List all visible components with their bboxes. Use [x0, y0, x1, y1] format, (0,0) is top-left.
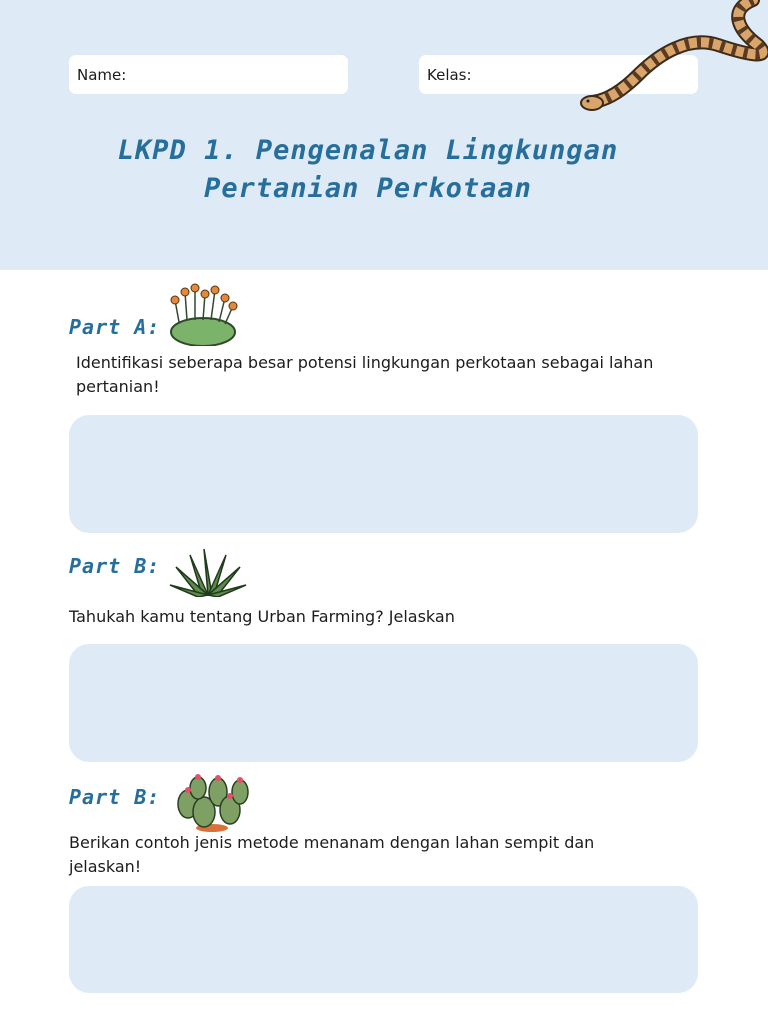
worksheet-title: [0, 132, 736, 208]
title-line-1: LKPD 1. Pengenalan Lingkungan: [117, 135, 619, 166]
part-a-question-line-2: pertanian!: [76, 377, 160, 396]
cactus-icon: [168, 770, 252, 832]
part-c-answer-box[interactable]: [69, 886, 698, 993]
part-c-question: [69, 831, 594, 879]
snake-icon: [578, 0, 768, 120]
kelas-label: Kelas:: [427, 66, 472, 84]
part-a-label: Part A:: [69, 315, 161, 339]
part-b-question-line-1: Tahukah kamu tentang Urban Farming? Jelaskan: [69, 607, 455, 626]
part-a-question: [76, 351, 653, 399]
part-b-answer-box[interactable]: [69, 644, 698, 762]
part-b2-label: Part B:: [69, 785, 161, 809]
part-b-question: [69, 605, 455, 629]
part-a-answer-box[interactable]: [69, 415, 698, 533]
part-a-question-line-1: Identifikasi seberapa besar potensi lingkungan perkotaan sebagai lahan: [76, 353, 654, 372]
part-c-question-line-1: Berikan contoh jenis metode menanam dengan lahan sempit dan: [69, 833, 595, 852]
part-b-label: Part B:: [69, 554, 161, 578]
title-line-2: Pertanian Perkotaan: [204, 173, 532, 204]
agave-plant-icon: [168, 545, 248, 597]
part-c-question-line-2: jelaskan!: [69, 857, 142, 876]
name-label: Name:: [77, 66, 127, 84]
flower-bush-icon: [165, 282, 241, 346]
name-field[interactable]: [69, 55, 348, 94]
